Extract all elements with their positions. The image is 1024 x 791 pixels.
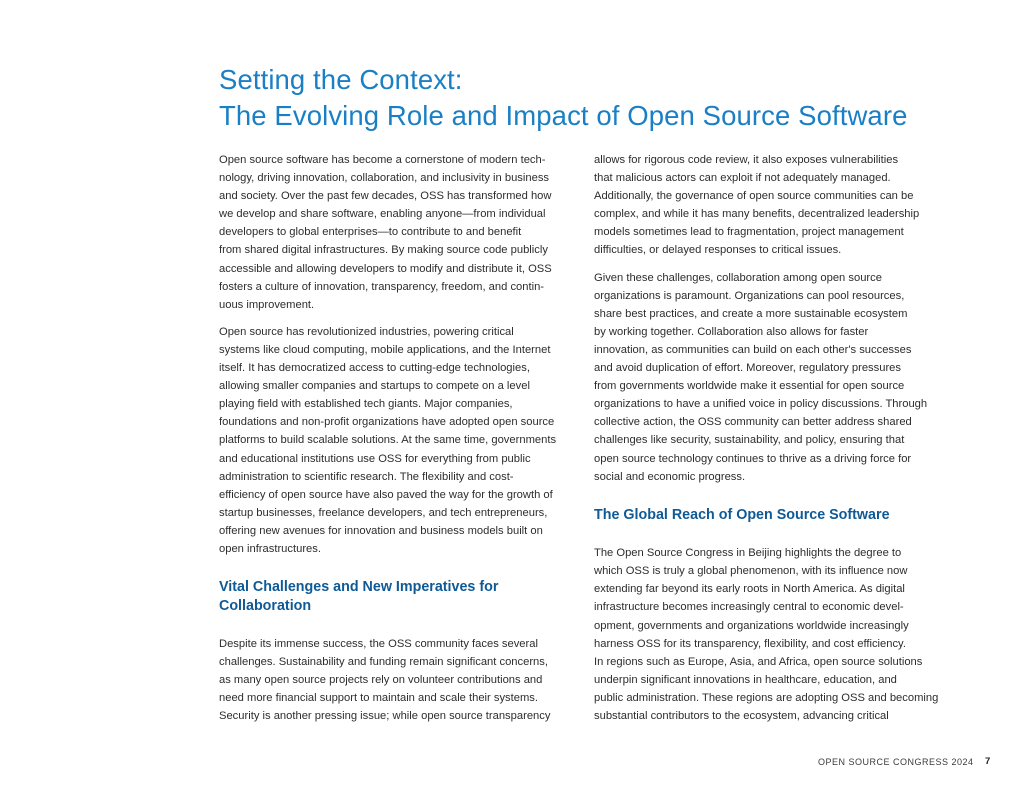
section-heading	[594, 506, 956, 525]
text-line: challenges like security, sustainability, and policy, ensuring that	[594, 434, 905, 447]
text-line: platforms to build scalable solutions. At the same time, governments	[219, 434, 557, 447]
right-column	[594, 151, 956, 725]
text-line: Open source software has become a cornerstone of modern tech-	[219, 154, 546, 166]
text-line: itself. It has democratized access to cutting-edge technologies,	[219, 362, 530, 375]
footer-publication: OPEN SOURCE CONGRESS 2024	[818, 757, 974, 767]
text-line: fosters a culture of innovation, transparency, freedom, and contin-	[219, 280, 545, 293]
heading-line: Collaboration	[219, 597, 312, 614]
left-column	[219, 151, 581, 726]
text-line: difficulties, or delayed responses to critical issues.	[594, 244, 842, 257]
text-line: startup businesses, freelance developers, and tech entrepreneurs,	[219, 506, 548, 519]
text-line: need more financial support to maintain and scale their systems.	[219, 692, 539, 705]
text-line: share best practices, and create a more sustainable ecosystem	[594, 307, 908, 320]
section-heading	[219, 578, 581, 615]
text-line: administration to scientific research. The flexibility and cost-	[219, 470, 514, 483]
text-line: and educational institutions use OSS for everything from public	[219, 452, 531, 465]
text-line: Given these challenges, collaboration among open source	[594, 271, 882, 284]
text-line: from shared digital infrastructures. By making source code publicly	[219, 244, 548, 257]
text-line: complex, and while it has many benefits, decentralized leadership	[594, 208, 920, 221]
page-title-line-2: The Evolving Role and Impact of Open Source Software	[219, 100, 908, 131]
body-paragraph	[219, 635, 581, 725]
text-line: extending far beyond its early roots in North America. As digital	[594, 583, 905, 596]
text-line: In regions such as Europe, Asia, and Africa, open source solutions	[594, 655, 923, 668]
text-line: open infrastructures.	[219, 542, 321, 555]
text-line: harness OSS for its transparency, flexibility, and cost efficiency.	[594, 637, 906, 650]
text-line: substantial contributors to the ecosystem, advancing critical	[594, 710, 889, 723]
text-line: organizations to have a unified voice in policy discussions. Through	[594, 398, 928, 411]
text-line: and society. Over the past few decades, OSS has transformed how	[219, 190, 552, 203]
body-paragraph	[219, 151, 581, 314]
text-line: underpin significant innovations in healthcare, education, and	[594, 673, 897, 686]
text-line: systems like cloud computing, mobile applications, and the Internet	[219, 343, 551, 356]
text-line: challenges. Sustainability and funding remain significant concerns,	[219, 656, 548, 669]
text-line: playing field with established tech giants. Major companies,	[219, 398, 513, 411]
text-line: we develop and share software, enabling anyone—from individual	[219, 208, 546, 221]
text-line: organizations is paramount. Organizations can pool resources,	[594, 289, 905, 302]
text-line: Despite its immense success, the OSS community faces several	[219, 638, 538, 651]
text-line: Open source has revolutionized industries, powering critical	[219, 325, 514, 338]
text-line: The Open Source Congress in Beijing highlights the degree to	[594, 547, 902, 560]
text-line: developers to global enterprises—to contribute to and benefit	[219, 226, 522, 239]
body-paragraph	[594, 544, 956, 725]
text-line: which OSS is truly a global phenomenon, with its influence now	[594, 565, 908, 578]
text-line: as many open source projects rely on volunteer contributions and	[219, 674, 543, 687]
body-paragraph	[219, 323, 581, 558]
text-line: accessible and allowing developers to modify and distribute it, OSS	[219, 262, 552, 275]
text-line: by working together. Collaboration also allows for faster	[594, 325, 869, 338]
text-line: public administration. These regions are adopting OSS and becoming	[594, 691, 939, 704]
heading-line: Vital Challenges and New Imperatives for	[219, 579, 499, 596]
text-line: nology, driving innovation, collaboration, and inclusivity in business	[219, 172, 550, 185]
page-number: 7	[985, 756, 991, 767]
page-title-line-1: Setting the Context:	[219, 64, 463, 95]
text-line: uous improvement.	[219, 298, 315, 311]
text-line: opment, governments and organizations worldwide increasingly	[594, 619, 909, 632]
text-line: efficiency of open source have also paved the way for the growth of	[219, 488, 553, 501]
text-line: from governments worldwide make it essential for open source	[594, 380, 905, 393]
page-title	[219, 62, 979, 134]
text-line: infrastructure becomes increasingly central to economic devel-	[594, 601, 904, 614]
text-line: allows for rigorous code review, it also exposes vulnerabilities	[594, 154, 899, 166]
text-line: innovation, as communities can build on each other's successes	[594, 343, 912, 356]
text-line: and avoid duplication of effort. Moreover, regulatory pressures	[594, 362, 901, 375]
text-line: foundations and non-profit organizations have adopted open source	[219, 416, 555, 429]
heading-line: The Global Reach of Open Source Software	[594, 506, 890, 523]
text-line: that malicious actors can exploit if not adequately managed.	[594, 172, 891, 185]
text-line: Security is another pressing issue; while open source transparency	[219, 710, 551, 723]
body-paragraph	[594, 151, 956, 260]
text-line: open source technology continues to thrive as a driving force for	[594, 452, 912, 465]
text-line: allowing smaller companies and startups to compete on a level	[219, 380, 530, 393]
text-line: collective action, the OSS community can better address shared	[594, 416, 912, 429]
text-line: models sometimes lead to fragmentation, project management	[594, 226, 904, 239]
text-line: social and economic progress.	[594, 470, 746, 483]
text-line: offering new avenues for innovation and business models built on	[219, 524, 543, 537]
body-paragraph	[594, 269, 956, 486]
text-line: Additionally, the governance of open source communities can be	[594, 190, 914, 203]
